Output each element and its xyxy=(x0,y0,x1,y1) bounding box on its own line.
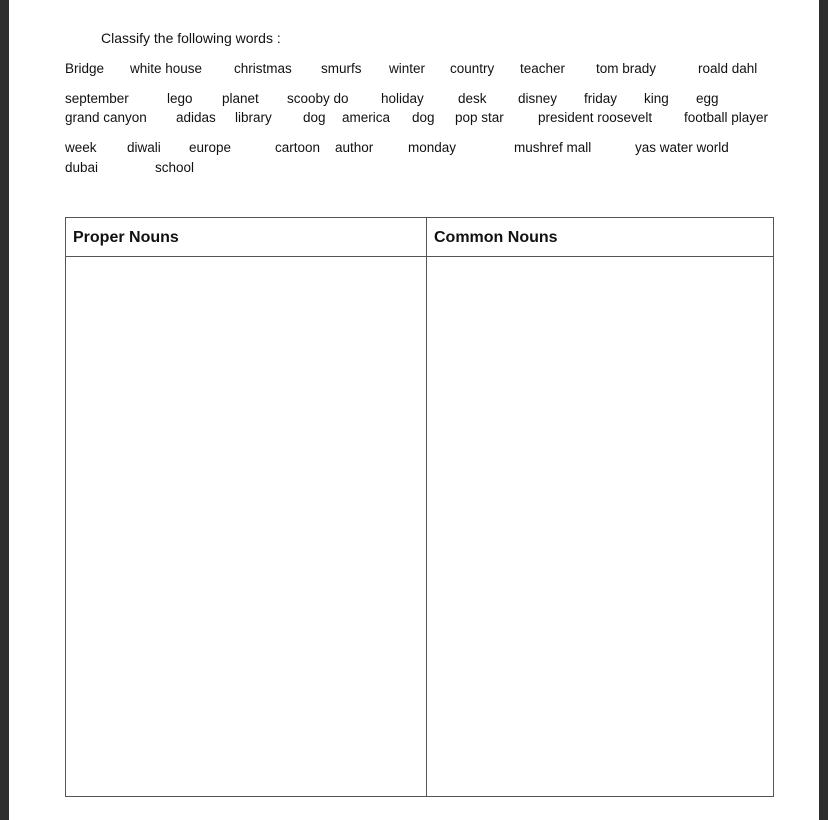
word: white house xyxy=(130,61,203,76)
word: week xyxy=(65,140,97,155)
word: roald dahl xyxy=(698,61,758,76)
word: dog xyxy=(303,110,326,125)
word: mushref mall xyxy=(514,140,592,155)
word: planet xyxy=(222,91,259,106)
proper-nouns-header: Proper Nouns xyxy=(73,229,179,246)
word: diwali xyxy=(127,140,161,155)
word: president roosevelt xyxy=(538,110,653,125)
common-nouns-cell[interactable] xyxy=(427,257,773,796)
word: europe xyxy=(189,140,232,155)
word: library xyxy=(235,110,272,125)
word: scooby do xyxy=(287,91,349,106)
word: king xyxy=(644,91,669,106)
word: lego xyxy=(167,91,193,106)
word: september xyxy=(65,91,129,106)
classification-table xyxy=(65,217,774,797)
word: friday xyxy=(584,91,618,106)
word: disney xyxy=(518,91,558,106)
word: grand canyon xyxy=(65,110,147,125)
word: pop star xyxy=(455,110,504,125)
word: country xyxy=(450,61,495,76)
word: author xyxy=(335,140,374,155)
word: desk xyxy=(458,91,487,106)
word: christmas xyxy=(234,61,292,76)
word: Bridge xyxy=(65,61,105,76)
word: football player xyxy=(684,110,769,125)
word: teacher xyxy=(520,61,566,76)
word: adidas xyxy=(176,110,216,125)
word: winter xyxy=(389,61,426,76)
word: egg xyxy=(696,91,719,106)
word: monday xyxy=(408,140,457,155)
word: dubai xyxy=(65,160,99,175)
word: america xyxy=(342,110,391,125)
instruction-text: Classify the following words : xyxy=(101,30,281,46)
word: tom brady xyxy=(596,61,657,76)
word: smurfs xyxy=(321,61,362,76)
proper-nouns-cell[interactable] xyxy=(66,257,426,796)
common-nouns-header: Common Nouns xyxy=(434,229,558,246)
word: holiday xyxy=(381,91,424,106)
word: dog xyxy=(412,110,435,125)
word: yas water world xyxy=(635,140,729,155)
worksheet-page xyxy=(9,0,819,820)
word: cartoon xyxy=(275,140,321,155)
word: school xyxy=(155,160,195,175)
